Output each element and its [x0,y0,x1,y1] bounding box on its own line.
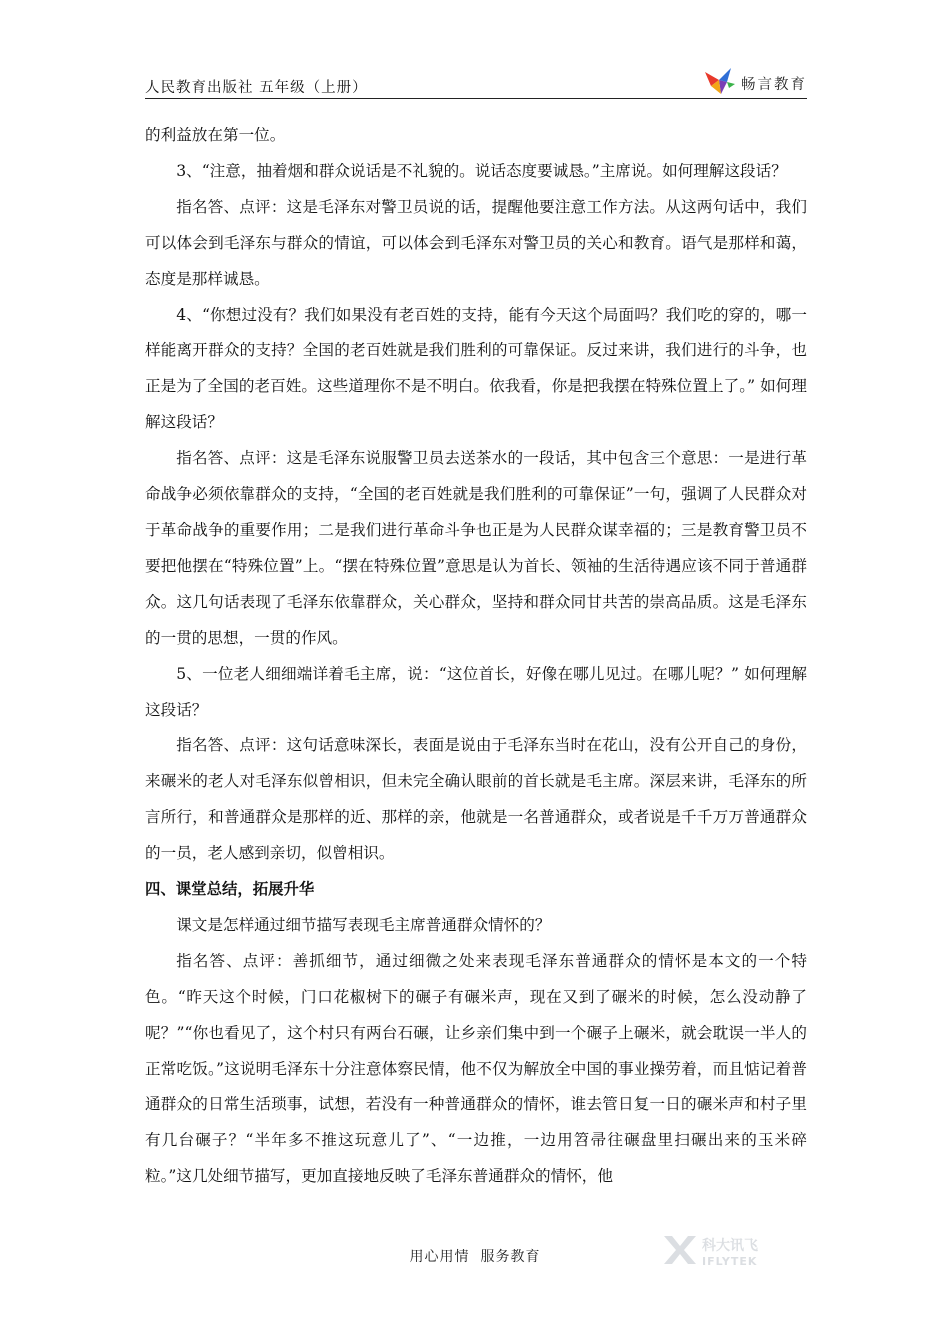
brand-name: 畅言教育 [741,76,807,93]
watermark-en-text: IFLYTEK [702,1255,758,1268]
brand [703,66,807,96]
paragraph: 4、“你想过没有？我们如果没有老百姓的支持，能有今天这个局面吗？我们吃的穿的，哪一样能离开群众的支持？全国的老百姓就是我们胜利的可靠保证。反过来讲，我们进行的斗争，也正是为了全国的老百姓。这些道理你不是不明白。依我看，你是把我摆在特殊位置上了。” 如何理解这段话？ [145,305,807,432]
paragraph: 指名答、点评：这是毛泽东说服警卫员去送茶水的一段话，其中包含三个意思：一是进行革命战争必须依靠群众的支持，“全国的老百姓就是我们胜利的可靠保证”一句，强调了人民群众对于革命战争的重要作用；二是我们进行革命斗争也正是为人民群众谋幸福的；三是教育警卫员不要把他摆在“特殊位置”上。“摆在特殊位置”意思是认为首长、领袖的生活待遇应该不同于普通群众。这几句话表现了毛泽东依靠群众，关心群众，坚持和群众同甘共苦的崇高品质。这是毛泽东的一贯的思想，一贯的作风。 [145,449,807,647]
iflytek-watermark-logo-icon [660,1230,792,1270]
document-body [145,118,807,1195]
page-header [145,58,807,99]
section-heading: 四、课堂总结，拓展升华 [145,880,315,899]
paragraph: 指名答、点评：这是毛泽东对警卫员说的话，提醒他要注意工作方法。从这两句话中，我们可以体会到毛泽东与群众的情谊，可以体会到毛泽东对警卫员的关心和教育。语气是那样和蔼，态度是那样诚恳。 [145,197,807,288]
watermark-cn-text: 科大讯飞 [702,1238,758,1254]
colorful-bird-logo-icon [703,66,737,96]
paragraph: 课文是怎样通过细节描写表现毛主席普通群众情怀的？ [176,915,551,934]
paragraph: 的利益放在第一位。 [145,126,286,144]
footer-slogan: 用心用情 服务教育 [409,1249,541,1265]
publisher-grade-label: 人民教育出版社 五年级（上册） [145,80,368,96]
paragraph: 指名答、点评：这句话意味深长，表面是说由于毛泽东当时在花山，没有公开自己的身份，来碾米的老人对毛泽东似曾相识，但未完全确认眼前的首长就是毛主席。深层来讲，毛泽东的所言所行，和普通群众是那样的近、那样的亲，他就是一名普通群众，或者说是千千万万普通群众的一员，老人感到亲切，似曾相识。 [145,736,807,863]
paragraph: 指名答、点评：善抓细节，通过细微之处来表现毛泽东普通群众的情怀是本文的一个特色。“昨天这个时候，门口花椒树下的碾子有碾米声，现在又到了碾米的时候，怎么没动静了呢？”“你也看见了，这个村只有两台石碾，让乡亲们集中到一个碾子上碾米，就会耽误一半人的正常吃饭。”这说明毛泽东十分注意体察民情，他不仅为解放全中国的事业操劳着，而且惦记着普通群众的日常生活琐事，试想，若没有一种普通群众的情怀，谁去管日复一日的碾米声和村子里有几台碾子？“半年多不推这玩意儿了”、“一边推，一边用笤帚往碾盘里扫碾出来的玉米碎粒。”这几处细节描写，更加直接地反映了毛泽东普通群众的情怀，他 [145,951,807,1186]
paragraph: 3、“注意，抽着烟和群众说话是不礼貌的。说话态度要诚恳。”主席说。如何理解这段话？ [176,161,787,180]
paragraph: 5、一位老人细细端详着毛主席，说：“这位首长，好像在哪儿见过。在哪儿呢？” 如何理解这段话？ [145,664,807,719]
